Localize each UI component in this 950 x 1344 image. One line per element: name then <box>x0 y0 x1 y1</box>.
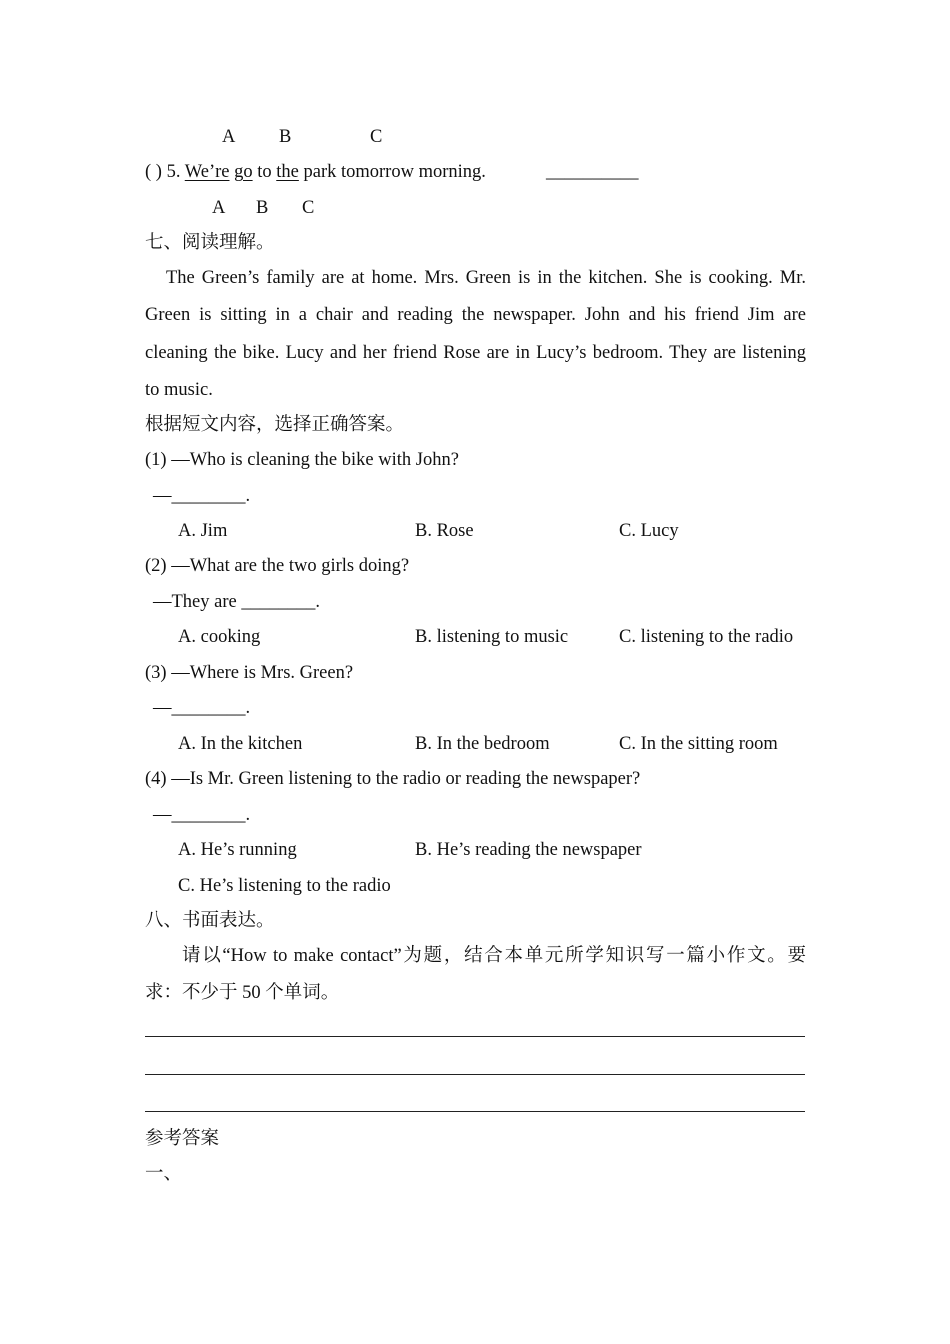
q5-rest: park tomorrow morning. <box>303 162 486 182</box>
writing-line-3 <box>145 1111 805 1112</box>
section8-prompt-line-1: 请以“How to make contact”为题，结合本单元所学知识写一篇小作文。要 <box>182 946 806 966</box>
writing-line-1 <box>145 1036 805 1037</box>
q5-letter-c: C <box>302 198 315 218</box>
passage-line-1: The Green’s family are at home. Mrs. Green is in the kitchen. She is cooking. Mr. <box>166 268 806 288</box>
passage-line-3: cleaning the bike. Lucy and her friend Rose are in Lucy’s bedroom. They are listening <box>145 343 806 363</box>
writing-line-2 <box>145 1074 805 1075</box>
section7-instruction: 根据短文内容，选择正确答案。 <box>145 415 405 435</box>
section8-prompt-line-2: 求：不少于 50 个单词。 <box>145 983 340 1003</box>
answers-heading: 参考答案 <box>145 1129 220 1149</box>
passage-line-2: Green is sitting in a chair and reading the newspaper. John and his friend Jim are <box>145 305 806 325</box>
question-3-option-c: C. In the sitting room <box>619 734 778 754</box>
q5-prefix: ( ) 5. <box>145 162 185 182</box>
question-3-option-a: A. In the kitchen <box>178 734 303 754</box>
question-4-answer: —________. <box>153 805 251 825</box>
q5-letter-a: A <box>212 198 226 218</box>
question-3-option-b: B. In the bedroom <box>415 734 550 754</box>
answers-section-1: 一、 <box>145 1164 183 1184</box>
question-2-answer: —They are ________. <box>153 592 320 612</box>
question-2-option-a: A. cooking <box>178 627 261 647</box>
q4-letter-b: B <box>279 127 292 147</box>
q5-letter-b: B <box>256 198 269 218</box>
section7-heading: 七、阅读理解。 <box>145 233 275 253</box>
question-2-option-b: B. listening to music <box>415 627 569 647</box>
question-4: (4) —Is Mr. Green listening to the radio or reading the newspaper? <box>145 769 641 789</box>
q4-letter-a: A <box>222 127 236 147</box>
question-2-option-c: C. listening to the radio <box>619 627 794 647</box>
question-1-answer: —________. <box>153 486 251 506</box>
q5-answer-blank: __________ <box>546 162 639 182</box>
question-1-option-a: A. Jim <box>178 521 228 541</box>
question-4-option-b: B. He’s reading the newspaper <box>415 840 642 860</box>
passage-line-4: to music. <box>145 380 213 400</box>
question-4-option-a: A. He’s running <box>178 840 297 860</box>
q5-word-to: to <box>257 162 272 182</box>
q5-word-c: the <box>276 162 299 182</box>
question-1: (1) —Who is cleaning the bike with John? <box>145 450 459 470</box>
q5-sentence <box>145 161 486 183</box>
question-1-option-c: C. Lucy <box>619 521 679 541</box>
q5-word-a: We’re <box>184 162 230 182</box>
q4-letter-c: C <box>370 127 383 147</box>
question-3: (3) —Where is Mrs. Green? <box>145 663 354 683</box>
question-2: (2) —What are the two girls doing? <box>145 556 410 576</box>
question-3-answer: —________. <box>153 698 251 718</box>
section8-heading: 八、书面表达。 <box>145 911 275 931</box>
question-4-option-c: C. He’s listening to the radio <box>178 876 391 896</box>
question-1-option-b: B. Rose <box>415 521 474 541</box>
q5-word-b: go <box>234 162 253 182</box>
